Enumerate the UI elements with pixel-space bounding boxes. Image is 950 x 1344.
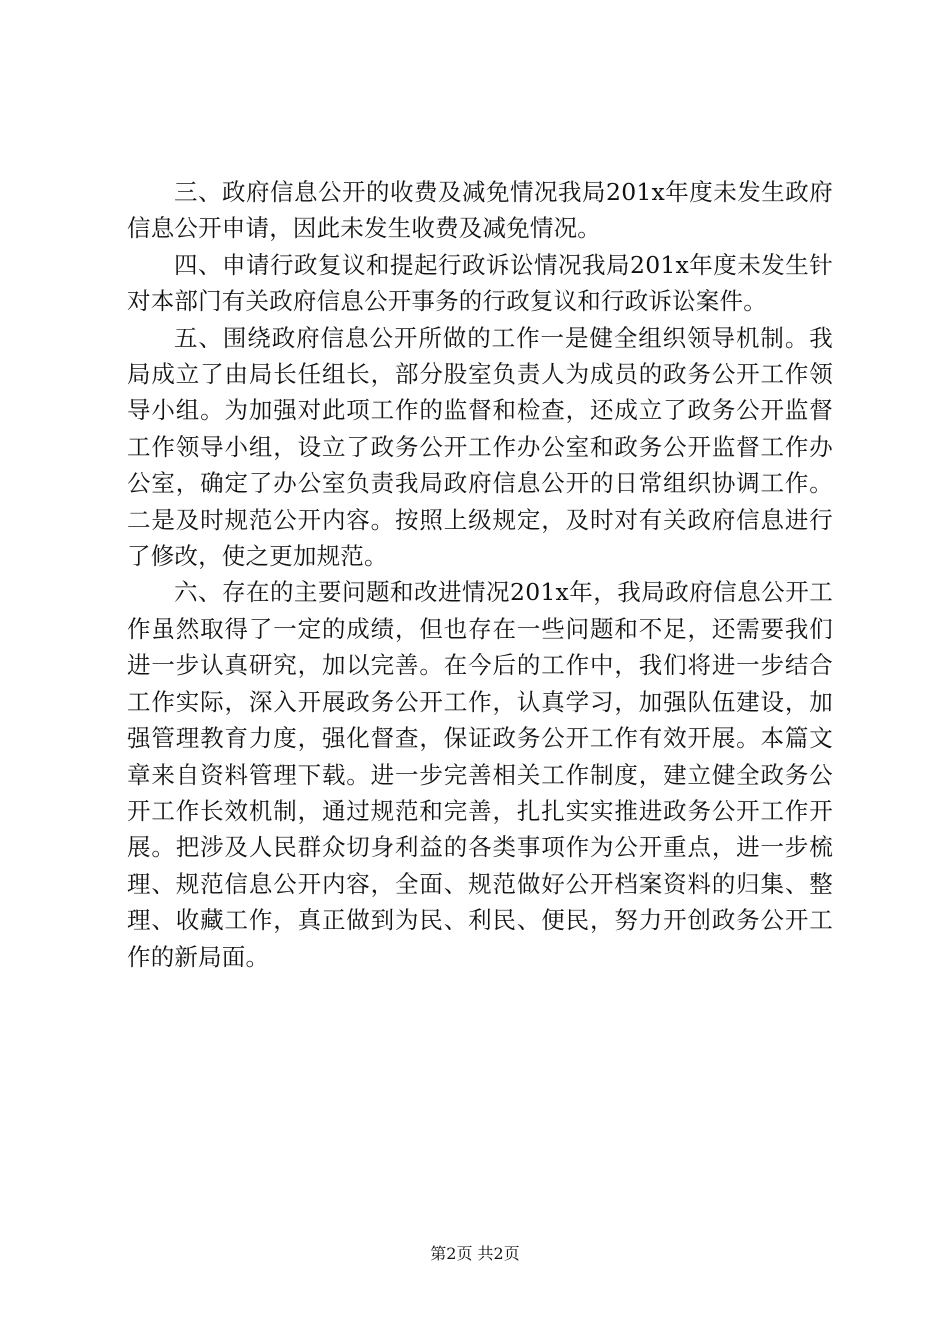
page-footer: 第2页 共2页 — [430, 1244, 520, 1263]
paragraph-work-done: 五、围绕政府信息公开所做的工作一是健全组织领导机制。我局成立了由局长任组长，部分股室负责人为成员的政务公开工作领导小组。为加强对此项工作的监督和检查，还成立了政务公开监督工作领导小组，设立了政务公开工作办公室和政务公开监督工作办公室，确定了办公室负责我局政府信息公开的日常组织协调工作。二是及时规范公开内容。按照上级规定，及时对有关政府信息进行了修改，使之更加规范。 — [127, 323, 833, 571]
paragraph-fee-waiver: 三、政府信息公开的收费及减免情况我局201x年度未发生政府信息公开申请，因此未发生收费及减免情况。 — [127, 178, 833, 243]
paragraph-problems-improvements: 六、存在的主要问题和改进情况201x年，我局政府信息公开工作虽然取得了一定的成绩，但也存在一些问题和不足，还需要我们进一步认真研究，加以完善。在今后的工作中，我们将进一步结合工作实际，深入开展政务公开工作，认真学习，加强队伍建设，加强管理教育力度，强化督查，保证政务公开工作有效开展。本篇文章来自资料管理下载。进一步完善相关工作制度，建立健全政务公开工作长效机制，通过规范和完善，扎扎实实推进政务公开工作开展。把涉及人民群众切身利益的各类事项作为公开重点，进一步梳理、规范信息公开内容，全面、规范做好公开档案资料的归集、整理、收藏工作，真正做到为民、利民、便民，努力开创政务公开工作的新局面。 — [127, 578, 833, 971]
paragraph-administrative-review: 四、申请行政复议和提起行政诉讼情况我局201x年度未发生针对本部门有关政府信息公开事务的行政复议和行政诉讼案件。 — [127, 250, 833, 316]
document-body — [127, 174, 833, 975]
